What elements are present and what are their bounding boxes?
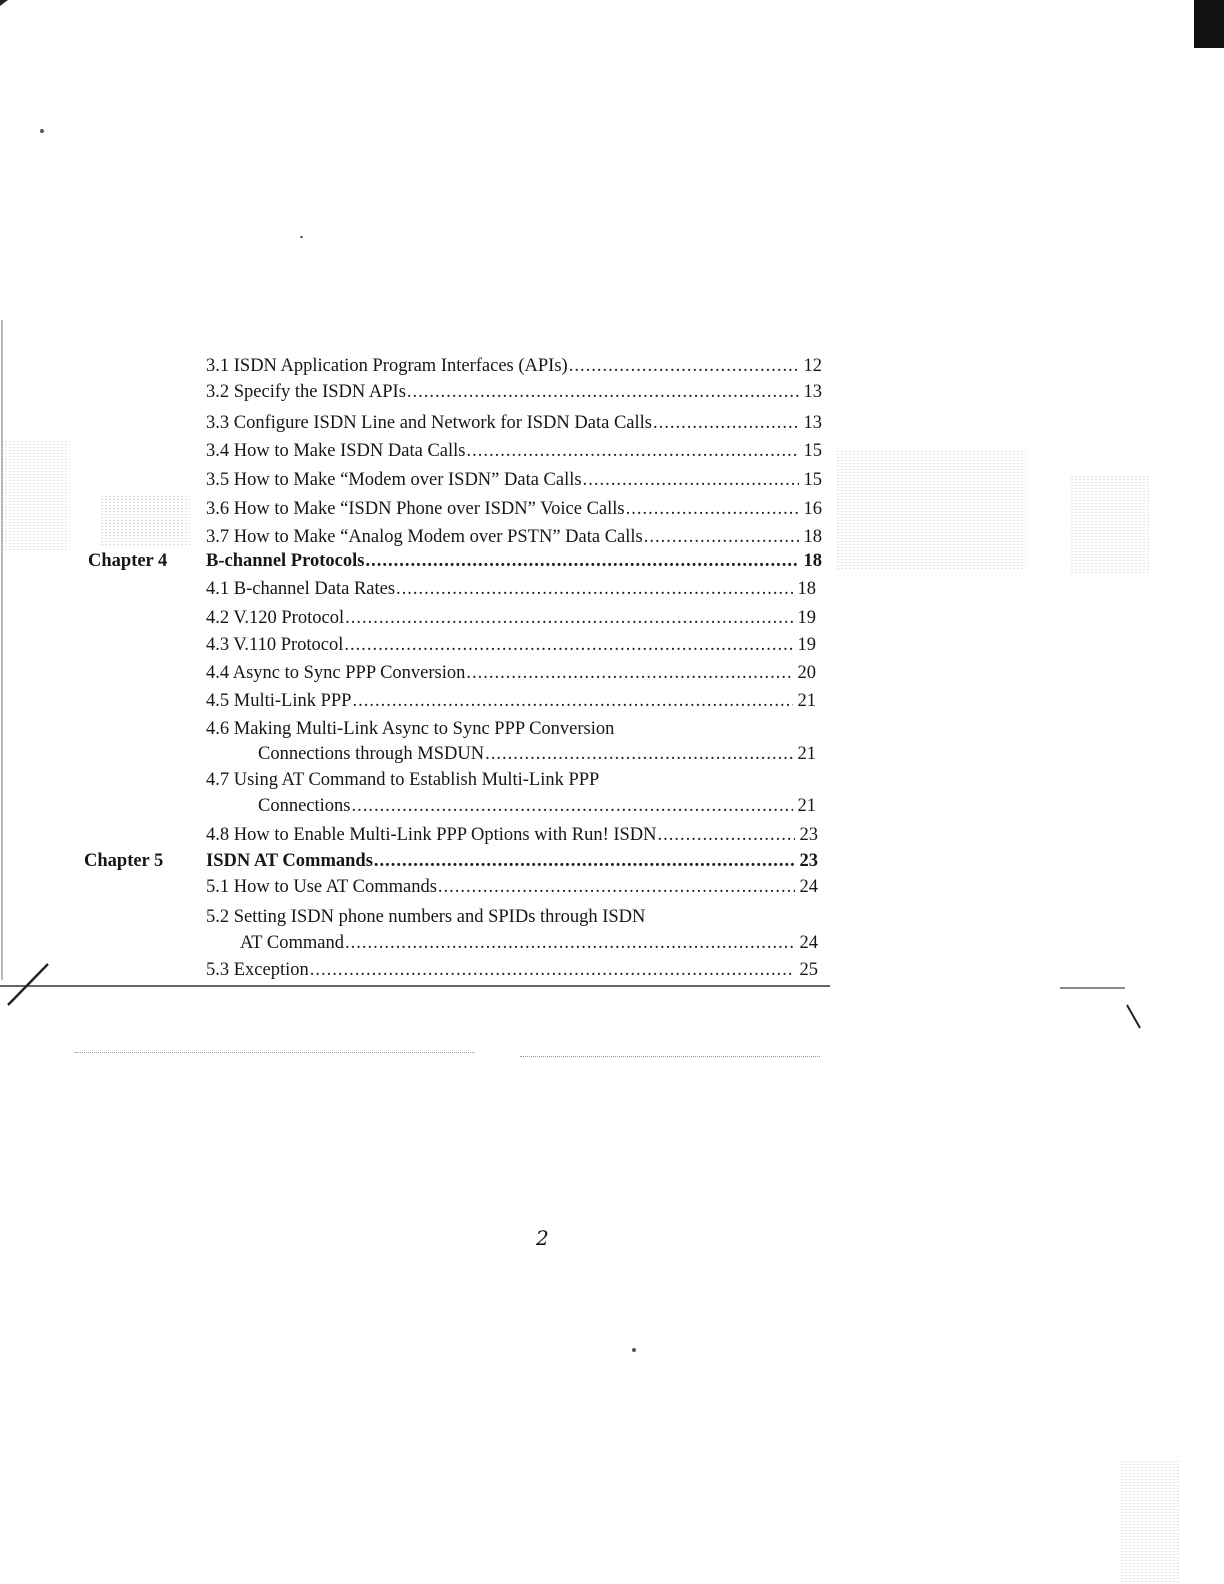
dot-leader (644, 524, 799, 550)
toc-chapter-entry (206, 848, 818, 874)
toc-entry (206, 410, 822, 436)
dot-leader (438, 874, 795, 900)
toc-row (0, 741, 1224, 767)
toc-row (0, 930, 1224, 956)
pen-stroke-right (1127, 1005, 1140, 1028)
dot-leader (345, 605, 793, 631)
toc-entry-title: AT Command (240, 933, 344, 953)
toc-page-number: 21 (797, 691, 816, 711)
toc-page-number: 20 (797, 663, 816, 683)
toc-row (0, 524, 1224, 550)
toc-row (0, 632, 1224, 658)
toc-row (0, 496, 1224, 522)
toc-entry (206, 957, 818, 983)
toc-row (0, 410, 1224, 436)
toc-row (0, 822, 1224, 848)
toc-entry-title: 4.4 Async to Sync PPP Conversion (206, 663, 466, 683)
toc-row (0, 660, 1224, 686)
toc-entry (206, 524, 822, 550)
dot-leader (658, 822, 795, 848)
toc-entry-title: 3.2 Specify the ISDN APIs (206, 382, 406, 402)
toc-row (0, 793, 1224, 819)
toc-row (0, 379, 1224, 405)
toc-entry-title-line: 4.6 Making Multi-Link Async to Sync PPP Conversion (206, 719, 615, 739)
toc-entry-title: Connections through MSDUN (258, 744, 485, 764)
toc-entry-title: 4.1 B-channel Data Rates (206, 579, 396, 599)
toc-page-number: 19 (797, 608, 816, 628)
toc-row (0, 957, 1224, 983)
toc-entry-title: 5.3 Exception (206, 960, 309, 980)
toc-row (0, 688, 1224, 714)
toc-entry-title: 4.8 How to Enable Multi-Link PPP Options with Run! ISDN (206, 825, 657, 845)
toc-page-number: 18 (803, 551, 822, 571)
dot-leader (466, 438, 799, 464)
toc-entry-title: 3.1 ISDN Application Program Interfaces (APIs) (206, 356, 568, 376)
toc-page-number: 16 (803, 499, 822, 519)
toc-entry (206, 576, 816, 602)
dot-leader (396, 576, 793, 602)
toc-entry (206, 632, 816, 658)
toc-row (0, 874, 1224, 900)
toc-page-number: 12 (803, 356, 822, 376)
toc-entry-title-line: 5.2 Setting ISDN phone numbers and SPIDs through ISDN (206, 907, 646, 927)
toc-row (0, 767, 1224, 793)
toc-entry (206, 496, 822, 522)
dot-leader (374, 848, 795, 874)
dot-leader (352, 793, 794, 819)
toc-entry (206, 438, 822, 464)
toc-chapter-title: B-channel Protocols (206, 551, 365, 571)
toc-entry (258, 793, 816, 819)
toc-row (0, 716, 1224, 742)
toc-page-number: 15 (803, 441, 822, 461)
toc-chapter-entry (206, 548, 822, 574)
toc-entry-title: 3.5 How to Make “Modem over ISDN” Data Calls (206, 470, 582, 490)
dot-leader (365, 548, 799, 574)
dot-leader (310, 957, 795, 983)
dot-leader (466, 660, 793, 686)
toc-entry (206, 874, 818, 900)
toc-entry-title: 4.2 V.120 Protocol (206, 608, 345, 628)
toc-entry-title: 4.3 V.110 Protocol (206, 635, 344, 655)
toc-entry (206, 467, 822, 493)
dot-leader (407, 379, 799, 405)
toc-chapter-row (0, 848, 1224, 874)
dot-leader (344, 632, 793, 658)
toc-row (0, 353, 1224, 379)
toc-entry (206, 379, 822, 405)
toc-entry-title: Connections (258, 796, 351, 816)
toc-row (0, 438, 1224, 464)
dot-leader (583, 467, 799, 493)
toc-page-number: 21 (797, 796, 816, 816)
toc-page-number: 23 (799, 851, 818, 871)
toc-entry-title: 4.5 Multi-Link PPP (206, 691, 352, 711)
toc-entry (206, 605, 816, 631)
toc-entry-title: 3.6 How to Make “ISDN Phone over ISDN” Voice Calls (206, 499, 625, 519)
toc-page-number: 23 (799, 825, 818, 845)
toc-entry-title-line: 4.7 Using AT Command to Establish Multi-Link PPP (206, 770, 600, 790)
page-number: 2 (536, 1226, 549, 1250)
dot-leader (626, 496, 799, 522)
toc-row (0, 605, 1224, 631)
toc-row (0, 904, 1224, 930)
toc-chapter-title: ISDN AT Commands (206, 851, 373, 871)
toc-chapter-row (0, 548, 1224, 574)
toc-entry (258, 741, 816, 767)
toc-page-number: 19 (797, 635, 816, 655)
toc-entry (206, 353, 822, 379)
toc-page-number: 21 (797, 744, 816, 764)
dot-leader (345, 930, 795, 956)
toc-page-number: 24 (799, 877, 818, 897)
toc-entry-title: 5.1 How to Use AT Commands (206, 877, 437, 897)
toc-entry (206, 660, 816, 686)
chapter-label: Chapter 5 (84, 851, 164, 871)
toc-page-number: 24 (799, 933, 818, 953)
toc-entry-title: 3.4 How to Make ISDN Data Calls (206, 441, 466, 461)
dot-leader (569, 353, 799, 379)
dot-leader (352, 688, 793, 714)
chapter-label: Chapter 4 (88, 551, 168, 571)
toc-page-number: 15 (803, 470, 822, 490)
toc-row (0, 576, 1224, 602)
toc-page-number: 13 (803, 382, 822, 402)
toc-entry (240, 930, 818, 956)
dot-leader (653, 410, 799, 436)
toc-page-number: 25 (799, 960, 818, 980)
toc-entry-title: 3.7 How to Make “Analog Modem over PSTN” Data Calls (206, 527, 643, 547)
toc-page-number: 18 (797, 579, 816, 599)
toc-page-number: 18 (803, 527, 822, 547)
dot-leader (485, 741, 793, 767)
toc-page-number: 13 (803, 413, 822, 433)
toc-entry (206, 822, 818, 848)
toc-entry-title: 3.3 Configure ISDN Line and Network for ISDN Data Calls (206, 413, 652, 433)
toc-row (0, 467, 1224, 493)
toc-entry (206, 688, 816, 714)
